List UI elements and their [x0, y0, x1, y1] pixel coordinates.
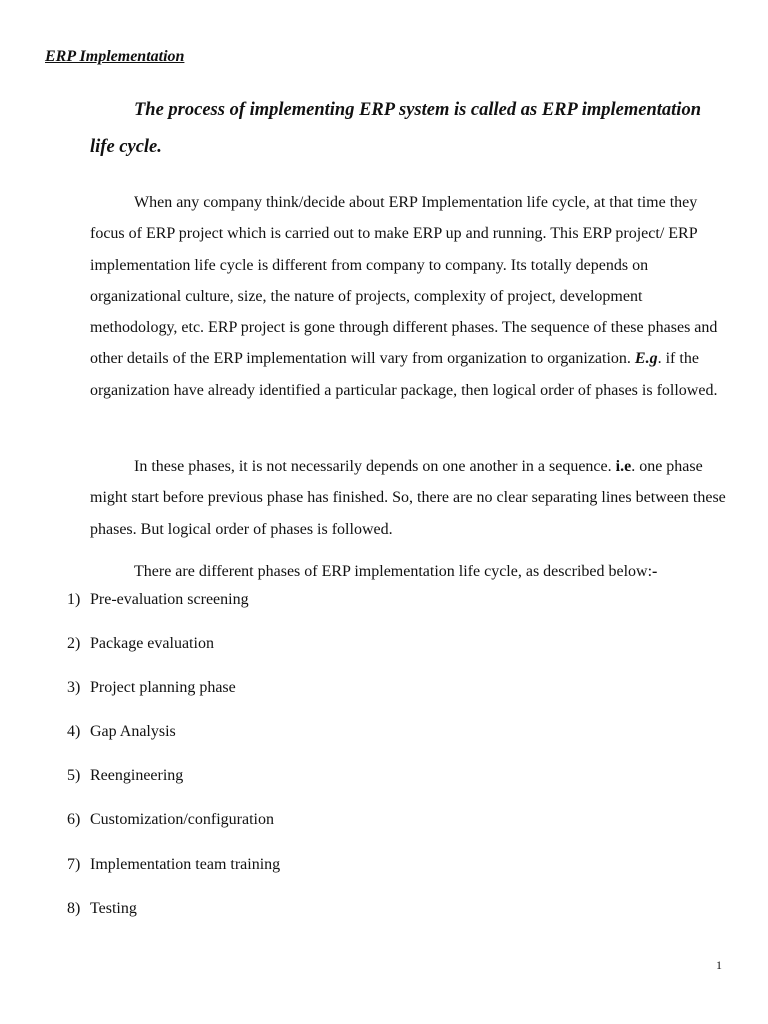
phase-list-item — [67, 761, 280, 805]
paragraph-text: . if the organization have already identified a particular package, then logical order of phases is followed. — [90, 350, 718, 399]
phase-label: Testing — [90, 899, 137, 917]
sequence-paragraph — [90, 451, 730, 545]
phase-label: Implementation team training — [90, 855, 281, 873]
emphasis-dash: - — [652, 563, 658, 580]
phase-list-item — [67, 717, 280, 761]
paragraph-text: When any company think/decide about ERP Implementation life cycle, at that time they focus of ERP project which is carried out to make ERP up and running. This ERP project/ ERP implementation life cycle is different from company to company. Its totally depends on organizational culture, size, the nature of projects, complexity of project, development methodology, etc. ERP project is gone through different phases. The sequence of these phases and other details of the ERP implementation will vary from organization to organization. — [90, 194, 718, 368]
emphasis-ie: i.e — [615, 458, 632, 475]
phase-number: 1) — [67, 591, 81, 608]
paragraph-text: . one phase might start before previous phase has finished. So, there are no clear separating lines between these phases. But logical order of phases is followed. — [90, 458, 726, 538]
phases-intro-paragraph — [90, 556, 730, 587]
section-heading: ERP Implementation — [45, 48, 185, 65]
subtitle-statement: The process of implementing ERP system is called as ERP implementation life cycle. — [90, 100, 701, 157]
intro-paragraph — [90, 187, 730, 406]
phase-number: 6) — [67, 811, 81, 829]
phase-list-item — [67, 805, 280, 849]
phase-number: 3) — [67, 679, 81, 697]
phase-number: 7) — [67, 855, 81, 873]
phase-list-item — [67, 585, 280, 629]
phase-label: Gap Analysis — [90, 723, 176, 741]
phase-label: Project planning phase — [90, 679, 236, 697]
phase-number: 8) — [67, 899, 81, 917]
phase-list-item — [67, 894, 280, 938]
phase-list-item — [67, 629, 280, 673]
phase-label: Reengineering — [90, 767, 184, 785]
paragraph-text: There are different phases of ERP implementation life cycle, as described below: — [134, 563, 653, 580]
phase-number: 5) — [67, 767, 81, 785]
phase-label: Pre-evaluation screening — [90, 591, 249, 608]
phase-label: Package evaluation — [90, 635, 214, 653]
phase-list — [67, 585, 280, 938]
emphasis-eg: E.g — [634, 350, 658, 368]
phase-label: Customization/configuration — [90, 811, 274, 829]
phase-list-item — [67, 850, 280, 894]
page-number: 1 — [716, 958, 722, 972]
phase-list-item — [67, 673, 280, 717]
paragraph-text: In these phases, it is not necessarily depends on one another in a sequence. — [134, 458, 616, 475]
phase-number: 2) — [67, 635, 81, 653]
phase-number: 4) — [67, 723, 81, 741]
